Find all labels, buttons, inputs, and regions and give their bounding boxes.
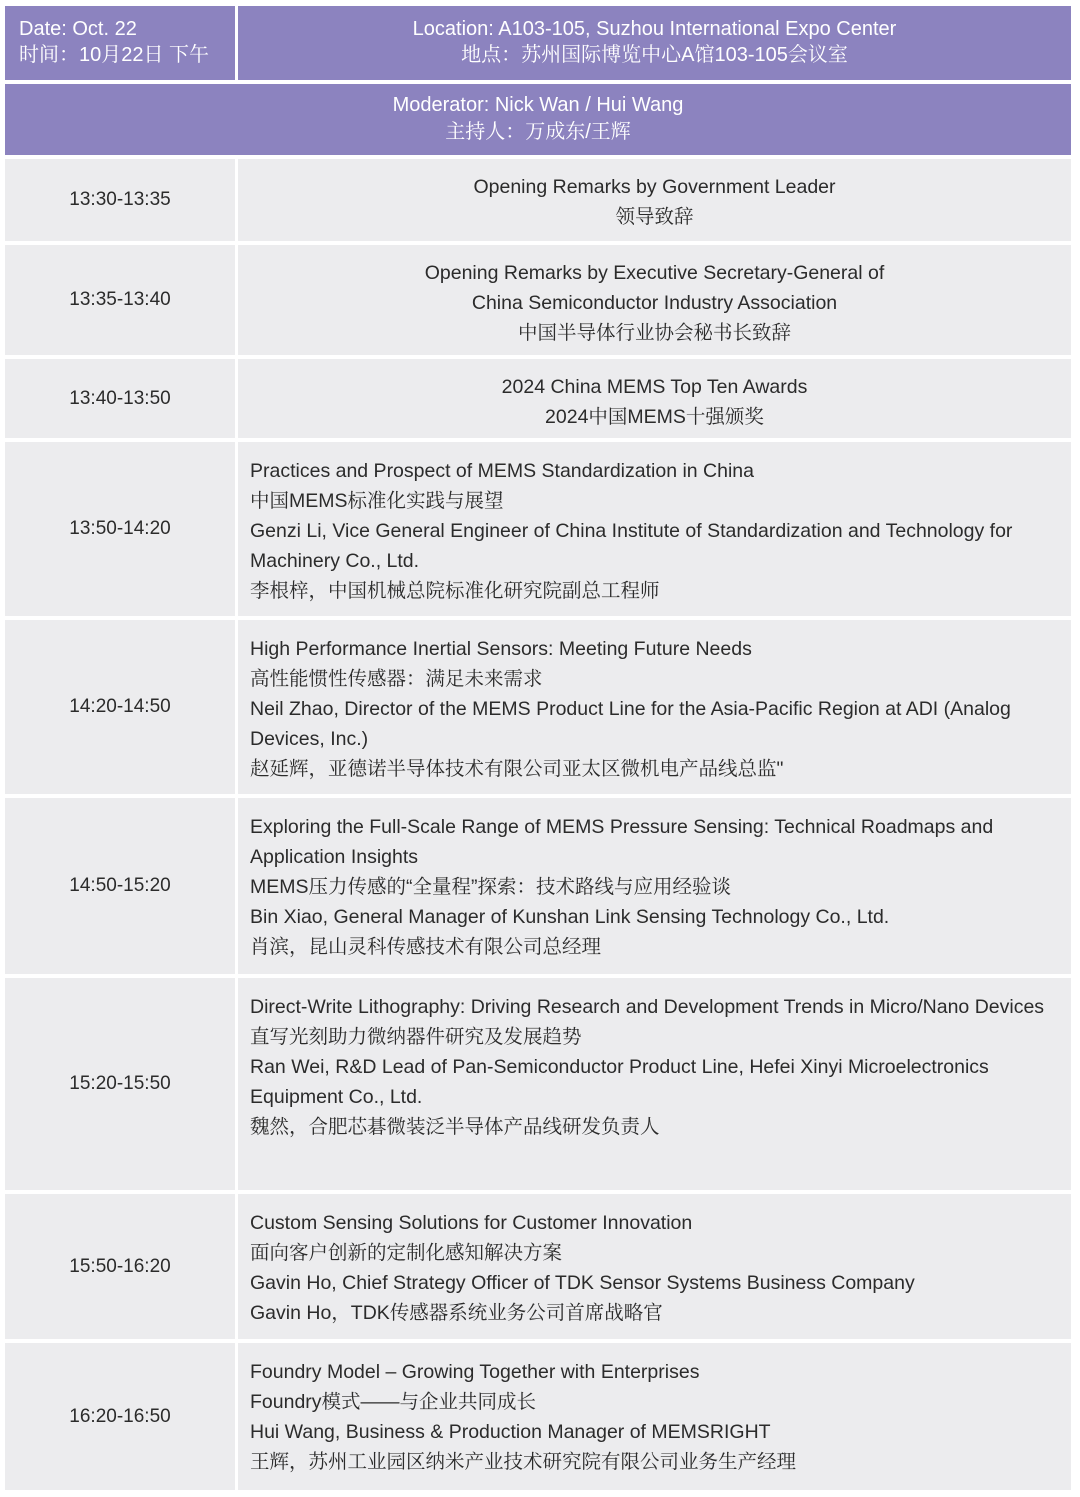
date-cell	[5, 6, 235, 80]
speaker-zh: Gavin Ho，TDK传感器系统业务公司首席战略官	[250, 1302, 663, 1324]
session-time: 14:20-14:50	[5, 620, 235, 794]
session-content	[238, 1343, 1071, 1490]
date-en: Date: Oct. 22	[19, 18, 137, 40]
moderator-zh: 主持人：万成东/王辉	[445, 121, 631, 143]
session-title-en: Direct-Write Lithography: Driving Research and Development Trends in Micro/Nano Devices	[250, 996, 1045, 1018]
moderator-cell	[5, 84, 1071, 155]
location-cell	[238, 6, 1071, 80]
session-title-zh: MEMS压力传感的“全量程”探索：技术路线与应用经验谈	[250, 876, 731, 898]
session-row	[5, 798, 1071, 974]
session-content	[238, 245, 1071, 355]
location-zh: 地点：苏州国际博览中心A馆103-105会议室	[461, 44, 848, 66]
session-row	[5, 978, 1071, 1190]
session-title-zh: 面向客户创新的定制化感知解决方案	[250, 1242, 563, 1264]
session-time: 13:40-13:50	[5, 359, 235, 438]
session-title-en: Foundry Model – Growing Together with Enterprises	[250, 1361, 700, 1383]
session-row	[5, 159, 1071, 241]
session-title-zh: 直写光刻助力微纳器件研究及发展趋势	[250, 1026, 582, 1048]
speaker-en: Neil Zhao, Director of the MEMS Product Line for the Asia-Pacific Region at ADI (Analog Devices, Inc.)	[250, 698, 1011, 750]
session-content	[238, 359, 1071, 438]
speaker-zh: 王辉，苏州工业园区纳米产业技术研究院有限公司业务生产经理	[250, 1451, 797, 1473]
session-row	[5, 442, 1071, 616]
session-time: 15:20-15:50	[5, 978, 235, 1190]
session-time: 14:50-15:20	[5, 798, 235, 974]
session-content	[238, 798, 1071, 974]
speaker-zh: 李根梓，中国机械总院标准化研究院副总工程师	[250, 580, 660, 602]
date-zh: 时间：10月22日 下午	[19, 44, 210, 66]
session-content	[238, 442, 1071, 616]
session-title-en: Exploring the Full-Scale Range of MEMS Pressure Sensing: Technical Roadmaps and Application Insights	[250, 816, 994, 868]
session-time: 13:30-13:35	[5, 159, 235, 241]
session-content	[238, 978, 1071, 1190]
session-time: 13:50-14:20	[5, 442, 235, 616]
speaker-en: Gavin Ho, Chief Strategy Officer of TDK Sensor Systems Business Company	[250, 1272, 915, 1294]
session-row	[5, 1343, 1071, 1490]
session-time: 16:20-16:50	[5, 1343, 235, 1490]
session-title-zh: 中国MEMS标准化实践与展望	[250, 490, 504, 512]
session-title-en: High Performance Inertial Sensors: Meeting Future Needs	[250, 638, 752, 660]
session-content	[238, 620, 1071, 794]
session-title-en: 2024 China MEMS Top Ten Awards	[501, 376, 808, 398]
speaker-zh: 赵延辉，亚德诺半导体技术有限公司亚太区微机电产品线总监"	[250, 758, 784, 780]
session-title-en-cont: China Semiconductor Industry Association	[471, 292, 838, 314]
moderator-en: Moderator: Nick Wan / Hui Wang	[392, 94, 684, 116]
session-row	[5, 245, 1071, 355]
session-title-zh: 高性能惯性传感器：满足未来需求	[250, 668, 543, 690]
speaker-zh: 肖滨，昆山灵科传感技术有限公司总经理	[250, 936, 602, 958]
session-time: 15:50-16:20	[5, 1194, 235, 1339]
moderator-row	[5, 84, 1071, 155]
session-title-zh: 2024中国MEMS十强颁奖	[545, 406, 764, 428]
speaker-en: Genzi Li, Vice General Engineer of China Institute of Standardization and Technology for Machinery Co., Ltd.	[250, 520, 1013, 572]
session-content	[238, 159, 1071, 241]
session-title-en: Custom Sensing Solutions for Customer Innovation	[250, 1212, 693, 1234]
speaker-en: Bin Xiao, General Manager of Kunshan Link Sensing Technology Co., Ltd.	[250, 906, 890, 928]
header-row	[5, 6, 1071, 80]
speaker-en: Hui Wang, Business & Production Manager of MEMSRIGHT	[250, 1421, 771, 1443]
location-en: Location: A103-105, Suzhou International Expo Center	[412, 18, 897, 40]
session-title-zh: Foundry模式——与企业共同成长	[250, 1391, 537, 1413]
session-title-zh: 中国半导体行业协会秘书长致辞	[517, 322, 791, 344]
session-title-en: Opening Remarks by Executive Secretary-General of	[424, 262, 885, 284]
session-title-en: Practices and Prospect of MEMS Standardization in China	[250, 460, 755, 482]
session-content	[238, 1194, 1071, 1339]
speaker-zh: 魏然，合肥芯碁微装泛半导体产品线研发负责人	[250, 1116, 660, 1138]
speaker-en: Ran Wei, R&D Lead of Pan-Semiconductor Product Line, Hefei Xinyi Microelectronics Equipment Co., Ltd.	[250, 1056, 989, 1108]
session-title-zh: 领导致辞	[615, 206, 694, 228]
session-row	[5, 1194, 1071, 1339]
session-time: 13:35-13:40	[5, 245, 235, 355]
session-row	[5, 359, 1071, 438]
session-row	[5, 620, 1071, 794]
agenda-table	[5, 6, 1071, 1494]
session-title-en: Opening Remarks by Government Leader	[473, 176, 836, 198]
